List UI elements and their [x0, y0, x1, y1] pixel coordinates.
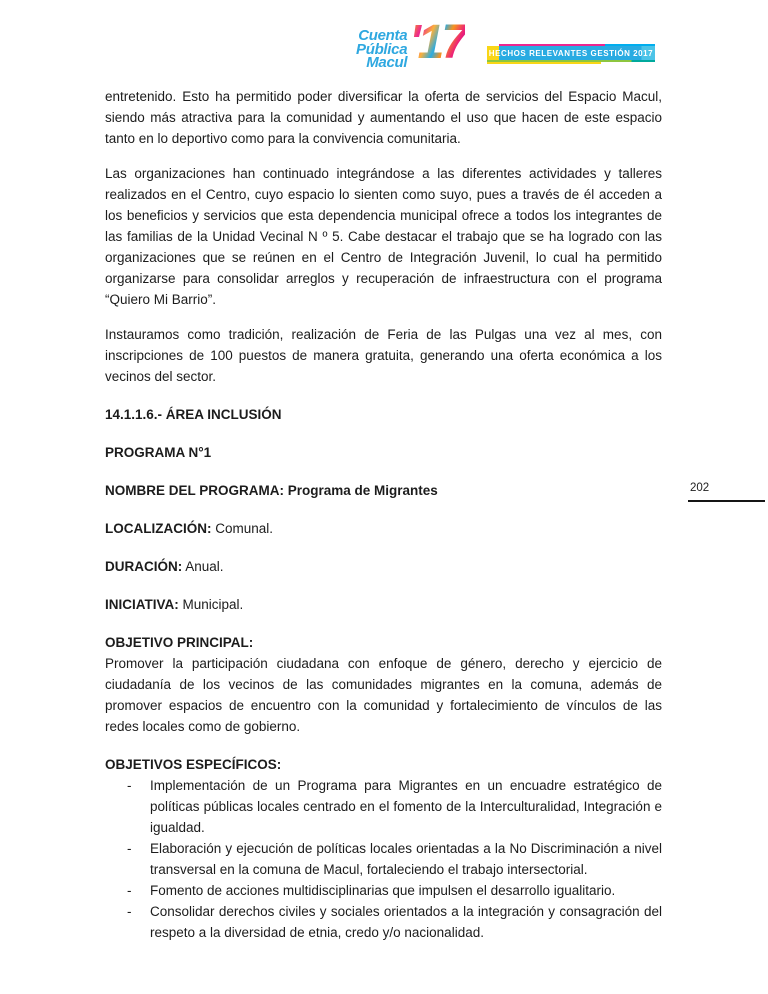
field-localizacion-label: LOCALIZACIÓN:	[105, 521, 212, 536]
paragraph-feria-pulgas: Instauramos como tradición, realización de Feria de las Pulgas una vez al mes, con inscripciones de 100 puestos de manera gratuita, generando una oferta económica a los vecinos del sector.	[105, 327, 662, 384]
objetivos-especificos-list	[105, 775, 662, 943]
field-iniciativa-value: Municipal.	[182, 597, 244, 612]
page-number-block	[688, 478, 765, 502]
list-item: - Consolidar derechos civiles y sociales orientados a la integración y consagración del respeto a la diversidad de etnia, credo y/o nacionalidad.	[150, 901, 662, 943]
paragraph-organizaciones: Las organizaciones han continuado integrándose a las diferentes actividades y talleres realizados en el Centro, cuyo espacio lo sienten como suyo, pues a través de él acceden a los beneficios y servicios que esta dependencia municipal ofrece a todos los integrantes de las familias de la Unidad Vecinal N º 5. Cabe destacar el trabajo que se ha logrado con las organizaciones que se reúnen en el Centro de Integración Juvenil, lo cual ha permitido organizarse para consolidar arreglos y recuperación de infraestructura con el programa “Quiero Mi Barrio”.	[105, 166, 662, 307]
logo-year-17: '17	[409, 16, 466, 69]
section-heading-area-inclusion: 14.1.1.6.- ÁREA INCLUSIÓN	[105, 407, 282, 422]
banner-stripe-yellow	[487, 62, 601, 64]
list-item: - Fomento de acciones multidisciplinarias que impulsen el desarrollo igualitario.	[150, 880, 662, 901]
banner-title: HECHOS RELEVANTES GESTIÓN 2017	[488, 48, 654, 58]
field-localizacion	[105, 518, 662, 539]
objetivos-especificos-heading: OBJETIVOS ESPECÍFICOS:	[105, 757, 282, 772]
field-iniciativa	[105, 594, 662, 615]
list-item: - Implementación de un Programa para Migrantes en un encuadre estratégico de políticas públicas locales centrado en el fomento de la Interculturalidad, Integración e igualdad.	[150, 775, 662, 838]
field-localizacion-value: Comunal.	[215, 521, 274, 536]
document-content	[105, 86, 662, 943]
objetivo-principal-text: Promover la participación ciudadana con enfoque de género, derecho y ejercicio de ciudadanía de los vecinos de las comunidades migrantes en la comuna, además de promover espacios de encuentro con la comunidad y fortalecimiento de vínculos de las redes locales como de gobierno.	[105, 656, 662, 734]
objetivo-principal-heading: OBJETIVO PRINCIPAL:	[105, 635, 254, 650]
program-name-heading: NOMBRE DEL PROGRAMA: Programa de Migrantes	[105, 483, 438, 498]
program-number-heading: PROGRAMA N°1	[105, 445, 212, 460]
logo-wordmark	[356, 22, 407, 70]
field-duracion	[105, 556, 662, 577]
field-iniciativa-label: INICIATIVA:	[105, 597, 179, 612]
logo	[356, 16, 466, 71]
logo-word-macul: Macul	[366, 54, 408, 71]
field-duracion-value: Anual.	[185, 559, 224, 574]
banner-band	[487, 46, 655, 60]
paragraph-espacio-macul: entretenido. Esto ha permitido poder diversificar la oferta de servicios del Espacio Macul, siendo más atractiva para la comunidad y aumentando el uso que hacen de este espacio tanto en lo deportivo como para la convivencia comunitaria.	[105, 89, 662, 146]
logo-word-cuenta: Cuenta	[358, 27, 408, 44]
field-duracion-label: DURACIÓN:	[105, 559, 183, 574]
list-item: - Elaboración y ejecución de políticas locales orientadas a la No Discriminación a nivel transversal en la comuna de Macul, fortaleciendo el trabajo intersectorial.	[150, 838, 662, 880]
page-number: 202	[690, 482, 710, 494]
logo-word-publica: Pública	[356, 40, 408, 58]
header-banner	[487, 44, 655, 64]
